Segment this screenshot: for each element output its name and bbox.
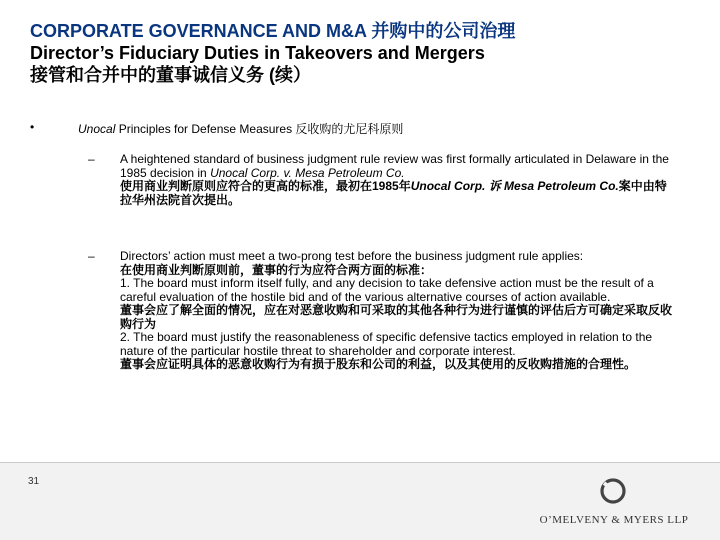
bullet-text (78, 120, 403, 137)
sub-point-2-zh1: 在使用商业判断原则前，董事的行为应符合两方面的标准： (120, 262, 433, 277)
sub-point-1-zh-text-a: 使用商业判断原则应符合的更高的标准，最初在1985年 (120, 179, 411, 193)
sub-point-1-zh-text-b: 案中由特拉华州法院首次提出。 (120, 179, 667, 207)
company-logo-text: O’MELVENY & MYERS LLP (539, 514, 689, 526)
footer-divider (0, 462, 720, 463)
slide-title (30, 20, 690, 86)
sub-point-1-marker: – (88, 152, 95, 166)
sub-point-1-en (120, 153, 675, 180)
title-line-3: 接管和合并中的董事诚信义务 (续） (30, 65, 311, 85)
sub-point-2-marker: – (88, 249, 95, 263)
sub-point-2-en3: 2. The board must justify the reasonableness of specific defensive tactics employed in relation to the nature of the particular hostile threat to shareholder and corporate interest. (120, 330, 653, 358)
sub-point-1-en-text: A heightened standard of business judgment rule review was first formally articulated in Delaware in the 1985 decision in (120, 152, 669, 180)
sub-point-2-zh2: 董事会应了解全面的情况，应在对恶意收购和可采取的其他各种行为进行谨慎的评估后方可确定采取反收购行为 (120, 303, 673, 331)
omm-logo-icon (596, 474, 630, 508)
sub-point-2-zh3: 董事会应证明具体的恶意收购行为有损于股东和公司的利益，以及其使用的反收购措施的合理性。 (120, 357, 637, 371)
bullet-rest: Principles for Defense Measures 反收购的尤尼科原则 (115, 122, 404, 136)
sub-point-2-en2: 1. The board must inform itself fully, and any decision to take defensive action must be the result of a careful evaluation of the hostile bid and of the various alternative courses of action available. (120, 276, 654, 304)
sub-point-1-zh-case: Unocal Corp. 诉 Mesa Petroleum Co. (410, 179, 619, 193)
sub-point-1-zh (120, 180, 675, 207)
page-number: 31 (28, 476, 40, 487)
title-line-2: Director’s Fiduciary Duties in Takeovers and Mergers (30, 43, 485, 63)
bullet-italic: Unocal (78, 122, 116, 136)
title-line-1: CORPORATE GOVERNANCE AND M&A 并购中的公司治理 (30, 21, 516, 41)
bullet-marker: • (30, 120, 35, 134)
sub-point-2-en1: Directors’ action must meet a two-prong test before the business judgment rule applies: (120, 249, 584, 263)
sub-point-2-body (120, 250, 675, 372)
sub-point-1-body (120, 153, 675, 207)
sub-point-1-en-case: Unocal Corp. v. Mesa Petroleum Co. (210, 165, 405, 180)
